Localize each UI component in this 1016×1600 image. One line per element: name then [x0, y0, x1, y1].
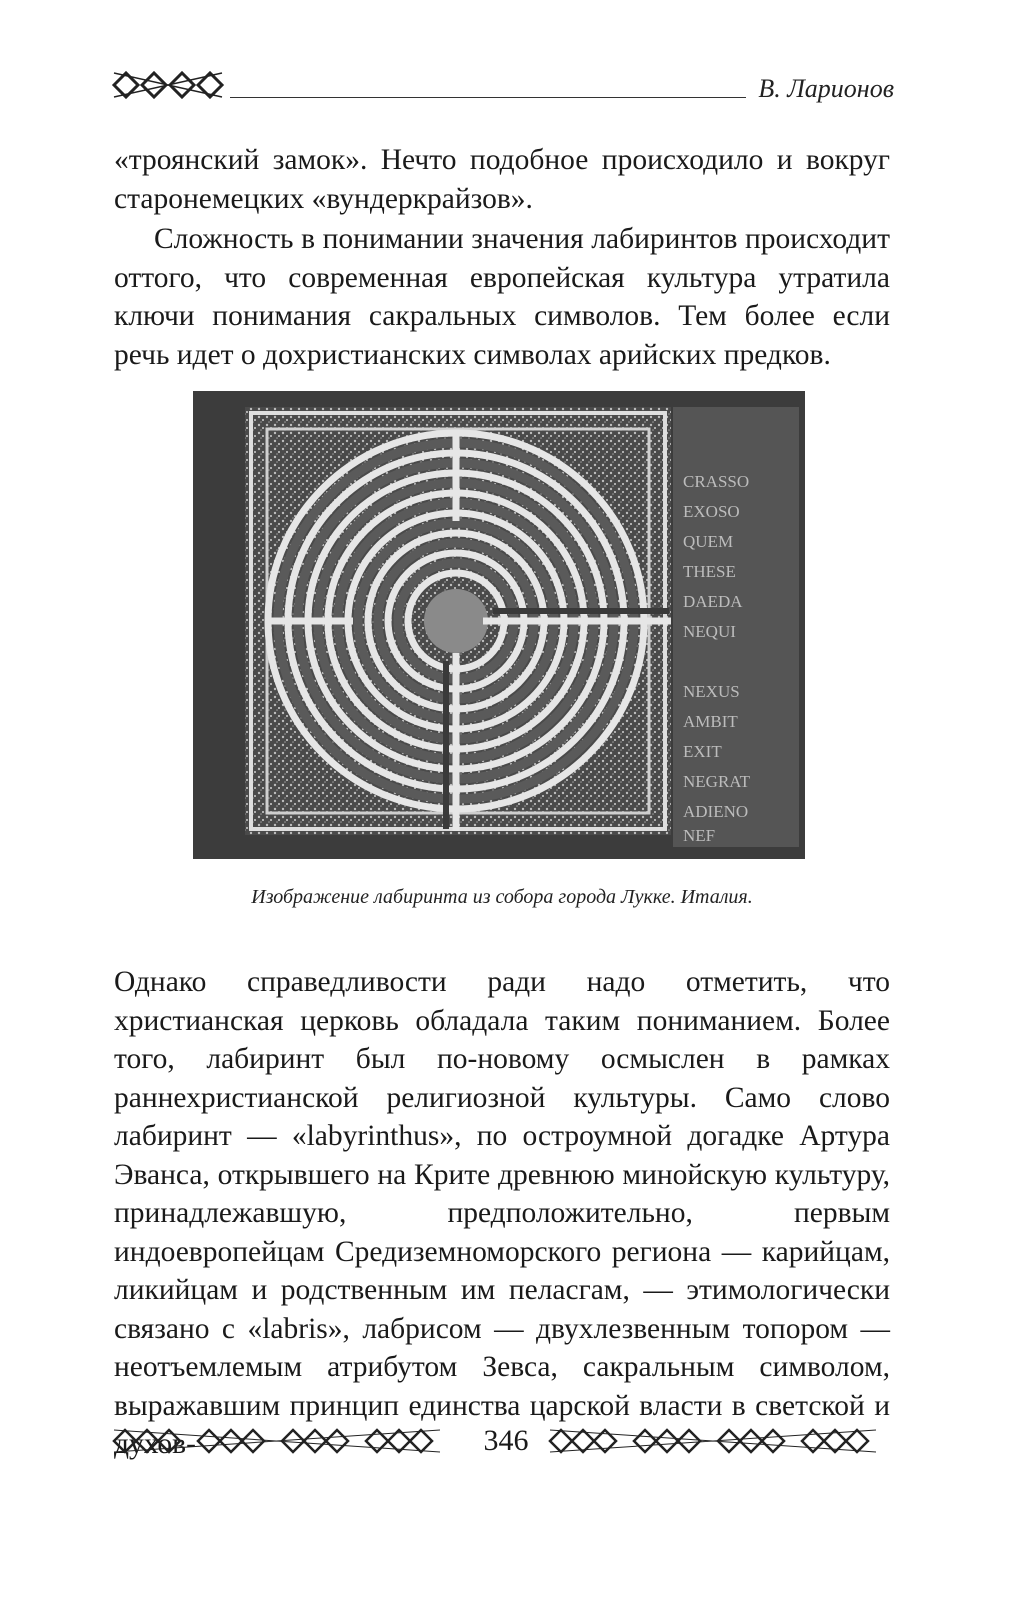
paragraph-1: «троянский замок». Нечто подобное происходило и вокруг старонемецких «вундеркрайзов». [114, 144, 890, 215]
inscription-line: NEF [683, 826, 716, 845]
inscription-line: NEQUI [683, 622, 736, 641]
inscription-line: CRASSO [683, 472, 750, 491]
inscription-line: NEGRAT [683, 772, 751, 791]
inscription-line: QUEM [683, 532, 734, 551]
paragraph-2: Сложность в понимании значения лабиринтов происходит оттого, что современная европейская культура утратила ключи понимания сакральных символов. Тем более если речь идет о дохристианских символах арийских предков. [114, 223, 890, 371]
header-rule [230, 97, 746, 98]
paragraph-3: Однако справедливости ради надо отметить, что христианская церковь обладала таким пониманием. Более того, лабиринт был по-новому осмыслен в рамках раннехристианской религиозной культуры. Само слово лабиринт — «labyrinthus», по остроумной догадке Артура Эванса, открывшего на Крите древнюю минойскую культуру, принадлежавшую, предположительно, первым индоевропейцам Средиземноморского региона — карийцам, ликийцам и родственным им пеласгам, — этимологически связано с «labris», лабрисом — двухлезвенным топором — неотъемлемым атрибутом Зевса, сакральным символом, выражавшим принцип единства царской власти в светской и духов- [114, 966, 890, 1460]
inscription-line: NEXUS [683, 682, 740, 701]
footer-ornament-right [546, 1426, 886, 1456]
inscription-line: DAEDA [683, 592, 743, 611]
author-name: В. Ларионов [758, 74, 894, 103]
running-header [110, 68, 896, 108]
inscription-line: ADIENO [683, 802, 749, 821]
labyrinth-figure [193, 391, 805, 859]
header-ornament [110, 68, 228, 102]
labyrinth-image [193, 391, 805, 859]
footer-ornament-left [110, 1426, 450, 1456]
inscription-line: THESE [683, 562, 736, 581]
inscription-line: AMBIT [683, 712, 738, 731]
figure-caption: Изображение лабиринта из собора города Лукке. Италия. [251, 886, 753, 908]
page-footer [110, 1424, 896, 1464]
inscription-line: EXIT [683, 742, 722, 761]
inscription-line: EXOSO [683, 502, 740, 521]
page-number: 346 [483, 1424, 529, 1457]
